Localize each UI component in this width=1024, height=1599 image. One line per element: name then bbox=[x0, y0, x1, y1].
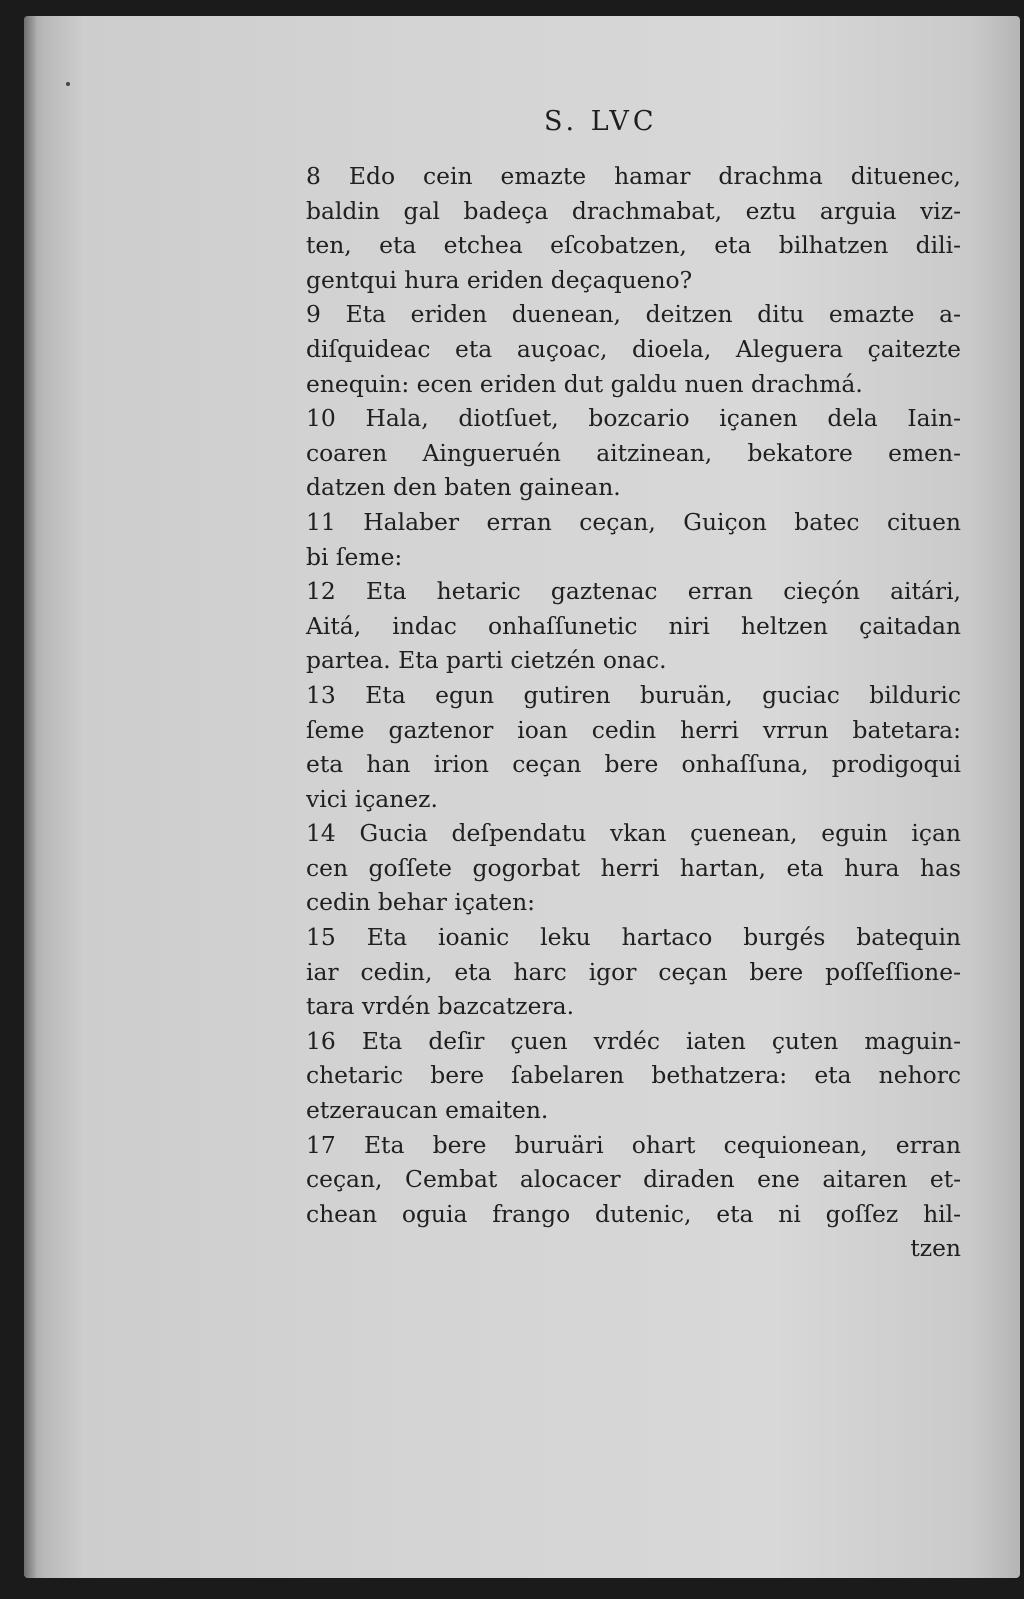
text-line: vici içanez. bbox=[306, 784, 438, 813]
ink-speck bbox=[66, 82, 70, 86]
running-header: S. LVC bbox=[544, 106, 658, 137]
page-spine-shadow bbox=[24, 16, 36, 1578]
text-line: 9 Eta eriden duenean, deitzen ditu emazte a- bbox=[306, 300, 961, 329]
page-body-text bbox=[306, 159, 961, 1266]
text-line: coaren Aingueruén aitzinean, bekatore emen- bbox=[306, 438, 961, 467]
text-line: baldin gal badeça drachmabat, eztu arguia viz- bbox=[306, 196, 961, 225]
text-line: ceçan, Cembat alocacer diraden ene aitaren et- bbox=[306, 1165, 961, 1194]
text-line: 14 Gucia deſpendatu vkan çuenean, eguin içan bbox=[306, 819, 961, 848]
text-line: diſquideac eta auçoac, dioela, Aleguera çaitezte bbox=[306, 334, 961, 363]
text-line: chean oguia frango dutenic, eta ni goſſez hil- bbox=[306, 1199, 961, 1228]
text-line: 16 Eta deſir çuen vrdéc iaten çuten maguin- bbox=[306, 1026, 961, 1055]
text-line: enequin: ecen eriden dut galdu nuen drachmá. bbox=[306, 369, 863, 398]
text-line: 17 Eta bere buruäri ohart cequionean, erran bbox=[306, 1130, 961, 1159]
text-line: cen goſſete gogorbat herri hartan, eta hura has bbox=[306, 853, 961, 882]
text-line: 12 Eta hetaric gaztenac erran cieçón aitári, bbox=[306, 577, 961, 606]
text-line: etzeraucan emaiten. bbox=[306, 1096, 549, 1125]
text-line: Aitá, indac onhaſſunetic niri heltzen çaitadan bbox=[306, 611, 961, 640]
text-line: datzen den baten gainean. bbox=[306, 473, 621, 502]
text-line: chetaric bere ſabelaren bethatzera: eta nehorc bbox=[306, 1061, 961, 1090]
text-line: eta han irion ceçan bere onhaſſuna, prodigoqui bbox=[306, 750, 961, 779]
text-line: 13 Eta egun gutiren buruän, guciac bilduric bbox=[306, 680, 961, 709]
text-line: 15 Eta ioanic leku hartaco burgés batequin bbox=[306, 923, 961, 952]
catchword: tzen bbox=[910, 1234, 961, 1263]
text-line: ſeme gaztenor ioan cedin herri vrrun batetara: bbox=[306, 715, 961, 744]
text-line: iar cedin, eta harc igor ceçan bere poſſeſſione- bbox=[306, 957, 961, 986]
text-line: gentqui hura eriden deçaqueno? bbox=[306, 265, 693, 294]
text-line: 8 Edo cein emazte hamar drachma dituenec, bbox=[306, 162, 961, 190]
text-line: 10 Hala, diotſuet, bozcario içanen dela Iain- bbox=[306, 404, 961, 433]
text-line: ten, eta etchea eſcobatzen, eta bilhatzen dili- bbox=[306, 231, 961, 260]
text-line: bi ſeme: bbox=[306, 542, 403, 571]
book-page bbox=[24, 16, 1020, 1578]
text-line: partea. Eta parti cietzén onac. bbox=[306, 646, 667, 675]
text-line: tara vrdén bazcatzera. bbox=[306, 992, 575, 1021]
text-line: cedin behar içaten: bbox=[306, 888, 536, 917]
text-line: 11 Halaber erran ceçan, Guiçon batec cituen bbox=[306, 507, 961, 536]
